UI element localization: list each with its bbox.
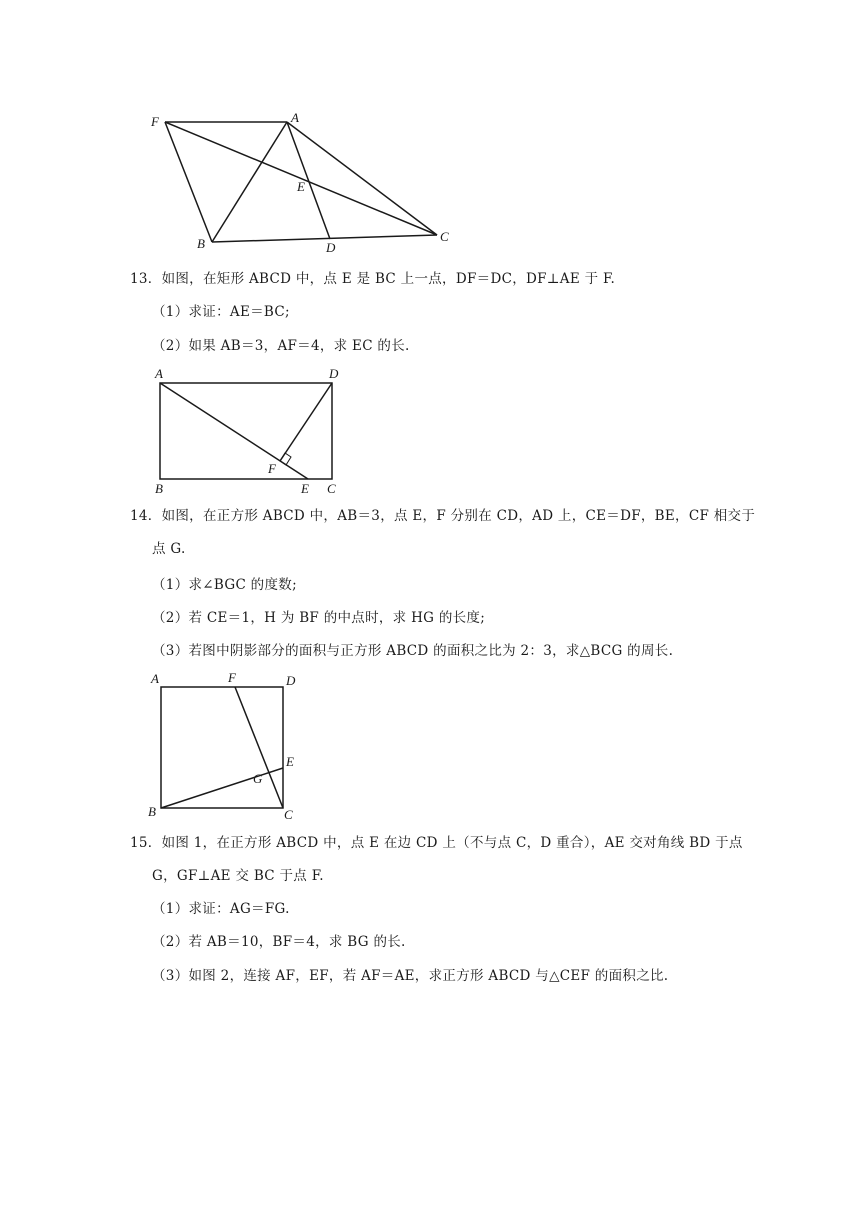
q14-stem: 14．如图，在正方形 ABCD 中，AB＝3，点 E，F 分别在 CD，AD 上，CE＝DF，BE，CF 相交于 <box>130 508 756 524</box>
label-D: D <box>329 366 339 381</box>
segment-AD <box>287 122 330 239</box>
label-A: A <box>151 671 159 686</box>
label-E: E <box>301 481 309 496</box>
q15-part2: （2）若 AB＝10，BF＝4，求 BG 的长. <box>152 934 406 950</box>
right-angle-mark <box>280 453 291 465</box>
label-E: E <box>286 754 294 769</box>
label-F: F <box>268 461 276 476</box>
q13-stem: 13．如图，在矩形 ABCD 中，点 E 是 BC 上一点，DF＝DC，DF⊥AE 于 F. <box>130 271 616 287</box>
q13-part1: （1）求证：AE＝BC; <box>152 304 290 320</box>
segment-AC <box>287 122 437 235</box>
segment-BE <box>161 768 283 808</box>
q15-stem: 15．如图 1，在正方形 ABCD 中，点 E 在边 CD 上（不与点 C，D 重合），AE 交对角线 BD 于点 <box>130 835 743 851</box>
q13-part2: （2）如果 AB＝3，AF＝4，求 EC 的长. <box>152 338 410 354</box>
label-E: E <box>297 179 305 194</box>
segment-DF <box>280 383 332 461</box>
label-C: C <box>440 229 449 244</box>
square-ABCD <box>161 687 283 808</box>
label-A: A <box>155 366 163 381</box>
label-D: D <box>326 240 336 255</box>
label-B: B <box>197 236 205 251</box>
label-A: A <box>291 110 299 125</box>
figure-square <box>145 668 320 823</box>
segment-FB <box>165 122 212 242</box>
label-G: G <box>253 771 263 786</box>
figure-parallelogram <box>140 105 460 255</box>
q14-stem-cont: 点 G. <box>152 541 186 557</box>
q14-part3: （3）若图中阴影部分的面积与正方形 ABCD 的面积之比为 2：3，求△BCG 的周长. <box>152 643 674 659</box>
label-D: D <box>286 673 296 688</box>
q15-part1: （1）求证：AG＝FG. <box>152 901 290 917</box>
q15-stem-cont: G，GF⊥AE 交 BC 于点 F. <box>152 868 324 884</box>
rectangle-ABCD <box>160 383 332 479</box>
label-F: F <box>228 670 236 685</box>
segment-AB <box>212 122 287 242</box>
q14-part1: （1）求∠BGC 的度数; <box>152 577 297 593</box>
label-B: B <box>148 804 156 819</box>
segment-BC <box>212 235 437 242</box>
figure-rectangle <box>145 363 355 498</box>
label-C: C <box>327 481 336 496</box>
q14-part2: （2）若 CE＝1，H 为 BF 的中点时，求 HG 的长度; <box>152 610 486 626</box>
q15-part3: （3）如图 2，连接 AF，EF，若 AF＝AE，求正方形 ABCD 与△CEF 的面积之比. <box>152 968 669 984</box>
label-F: F <box>151 114 159 129</box>
segment-CF <box>235 687 283 808</box>
label-B: B <box>155 481 163 496</box>
label-C: C <box>284 807 293 822</box>
